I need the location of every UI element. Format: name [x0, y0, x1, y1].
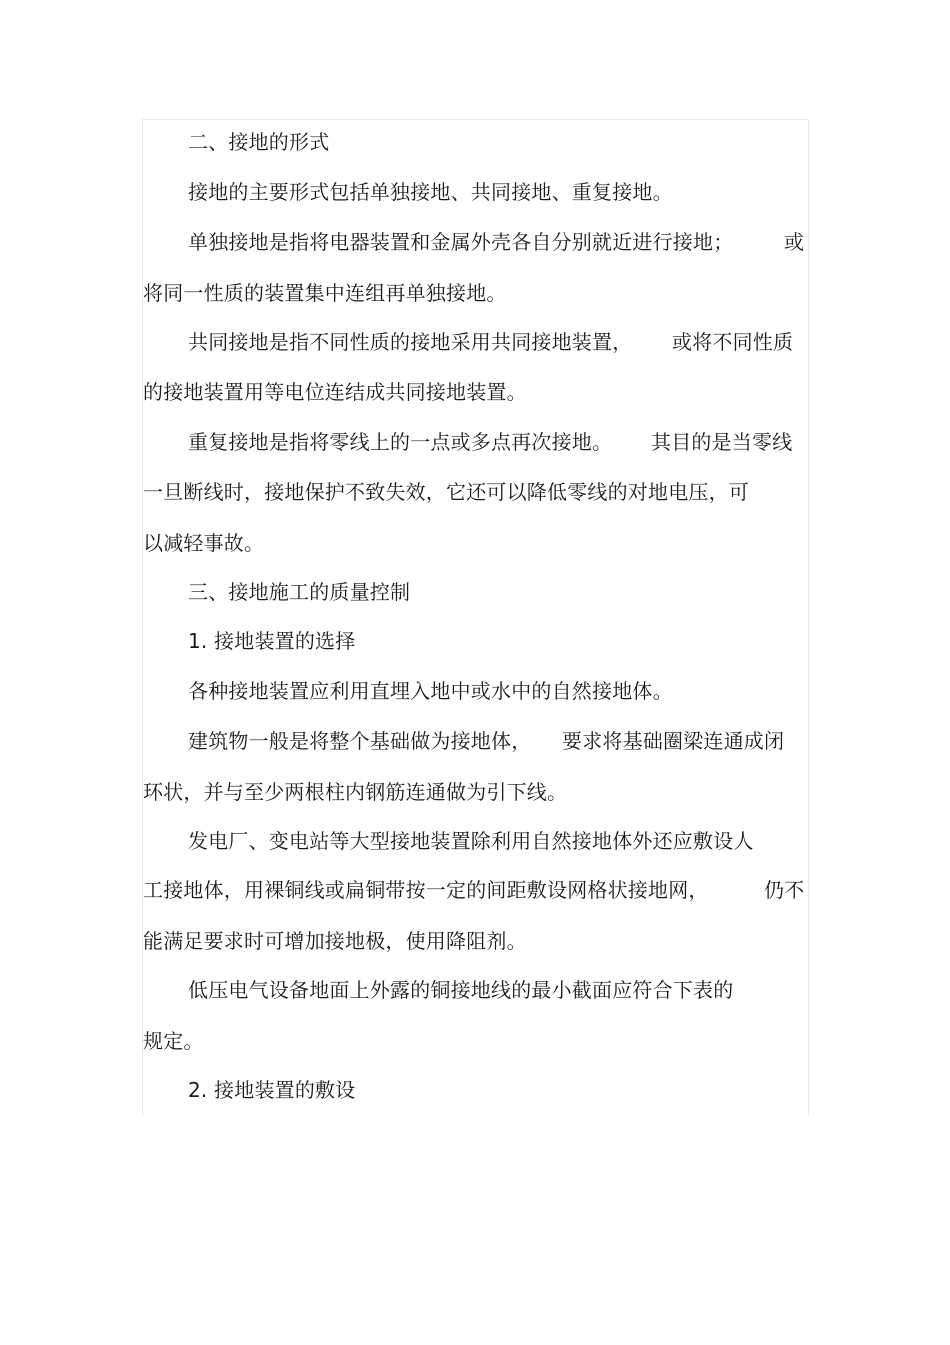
- paragraph-line: 发电厂、变电站等大型接地装置除利用自然接地体外还应敷设人: [188, 829, 754, 853]
- section-heading-2: 二、接地的形式: [188, 130, 330, 154]
- paragraph-line: 单独接地是指将电器装置和金属外壳各自分别就近进行接地；: [188, 230, 734, 254]
- paragraph-line-tail: 仍不: [764, 878, 805, 902]
- paragraph-line-tail: 或将不同性质: [672, 330, 794, 354]
- paragraph-line: 各种接地装置应利用直埋入地中或水中的自然接地体。: [188, 679, 673, 703]
- paragraph-line: 环状，并与至少两根柱内钢筋连通做为引下线。: [143, 780, 568, 804]
- paragraph-line-tail: 其目的是当零线: [651, 430, 793, 454]
- subsection-heading-1: 1. 接地装置的选择: [188, 629, 356, 653]
- paragraph-line: 建筑物一般是将整个基础做为接地体，: [188, 729, 532, 753]
- paragraph-line: 以减轻事故。: [143, 531, 265, 555]
- section-heading-3: 三、接地施工的质量控制: [188, 580, 411, 604]
- page-frame: [142, 119, 809, 1115]
- paragraph-line: 低压电气设备地面上外露的铜接地线的最小截面应符合下表的: [188, 978, 734, 1002]
- subsection-heading-2: 2. 接地装置的敷设: [188, 1078, 356, 1102]
- paragraph-line: 的接地装置用等电位连结成共同接地装置。: [143, 380, 527, 404]
- paragraph-line-tail: 要求将基础圈梁连通成闭: [562, 729, 785, 753]
- paragraph-line: 工接地体，用裸铜线或扁铜带按一定的间距敷设网格状接地网，: [143, 878, 709, 902]
- paragraph-line: 接地的主要形式包括单独接地、共同接地、重复接地。: [188, 180, 673, 204]
- paragraph-line: 共同接地是指不同性质的接地采用共同接地装置，: [188, 330, 633, 354]
- paragraph-line: 重复接地是指将零线上的一点或多点再次接地。: [188, 430, 613, 454]
- paragraph-line: 一旦断线时，接地保护不致失效，它还可以降低零线的对地电压，可: [143, 480, 749, 504]
- paragraph-line: 规定。: [143, 1029, 204, 1053]
- paragraph-line: 能满足要求时可增加接地极，使用降阻剂。: [143, 929, 527, 953]
- paragraph-line-tail: 或: [784, 230, 805, 254]
- paragraph-line: 将同一性质的装置集中连组再单独接地。: [143, 281, 507, 305]
